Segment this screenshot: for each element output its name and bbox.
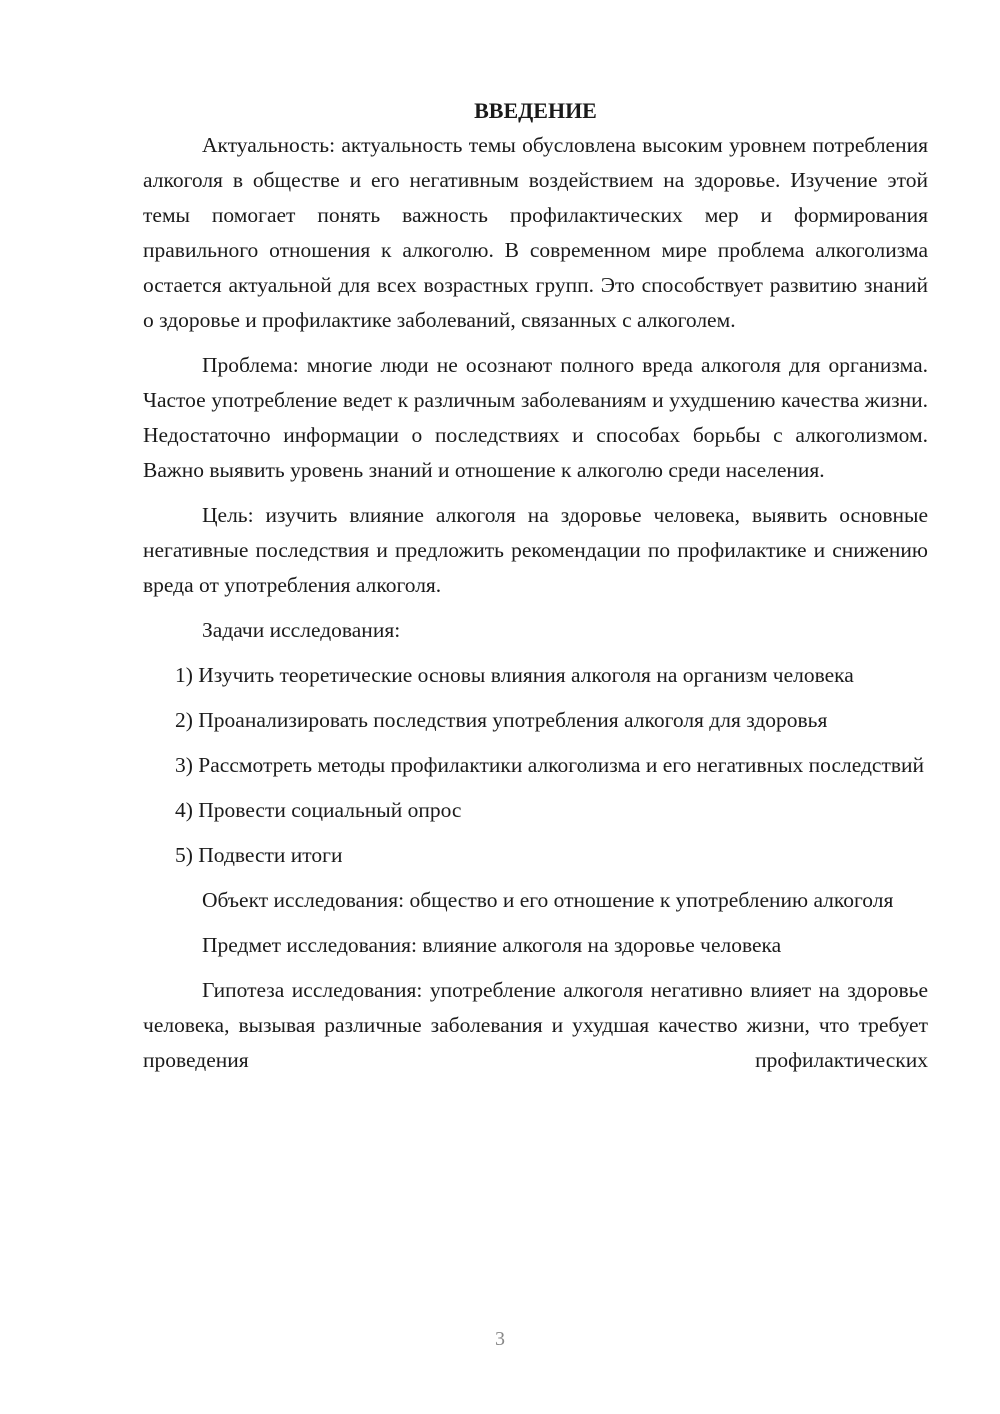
tasks-intro: Задачи исследования: [202, 618, 401, 642]
task-item-3: 3) Рассмотреть методы профилактики алкоголизма и его негативных последствий [175, 753, 925, 777]
task-item-4: 4) Провести социальный опрос [175, 798, 462, 822]
problem-paragraph: Проблема: многие люди не осознают полного вреда алкоголя для организма. Частое употребление ведет к различным заболеваниям и ухудшению качества жизни. Недостаточно информации о последствиях и способах борьбы с алкоголизмом. Важно выявить уровень знаний и отношение к алкоголю среди населения. [143, 353, 928, 482]
task-item-2: 2) Проанализировать последствия употребления алкоголя для здоровья [175, 708, 828, 732]
page-title: ВВЕДЕНИЕ [474, 98, 597, 123]
object-paragraph: Объект исследования: общество и его отношение к употреблению алкоголя [202, 888, 894, 912]
relevance-paragraph: Актуальность: актуальность темы обусловлена высоким уровнем потребления алкоголя в обществе и его негативным воздействием на здоровье. Изучение этой темы помогает понять важность профилактических мер и формирования правильного отношения к алкоголю. В современном мире проблема алкоголизма остается актуальной для всех возрастных групп. Это способствует развитию знаний о здоровье и профилактике заболеваний, связанных с алкоголем. [143, 133, 928, 332]
page-number: 3 [495, 1328, 505, 1350]
subject-paragraph: Предмет исследования: влияние алкоголя на здоровье человека [202, 933, 782, 957]
hypothesis-paragraph: Гипотеза исследования: употребление алкоголя негативно влияет на здоровье человека, вызывая различные заболевания и ухудшая качество жизни, что требует проведения профилактических [143, 978, 928, 1072]
task-item-1: 1) Изучить теоретические основы влияния алкоголя на организм человека [175, 663, 854, 687]
document-page [143, 93, 928, 1088]
goal-paragraph: Цель: изучить влияние алкоголя на здоровье человека, выявить основные негативные последствия и предложить рекомендации по профилактике и снижению вреда от употребления алкоголя. [143, 503, 928, 597]
task-item-5: 5) Подвести итоги [175, 843, 343, 867]
